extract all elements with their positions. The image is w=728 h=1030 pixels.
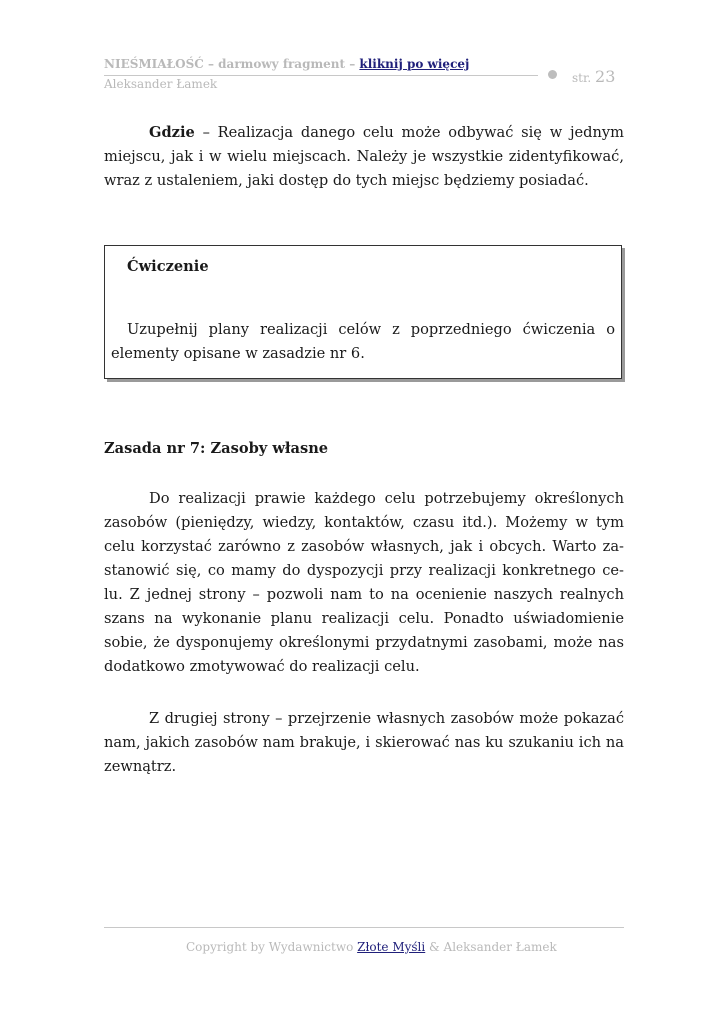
- page-number-value: 23: [595, 67, 616, 86]
- gdzie-paragraph: [104, 121, 624, 193]
- paragraph-text: Z drugiej strony – przejrzenie własnych zasobów może pokazać nam, jakich zasobów nam brakuje, i skierować nas ku szukaniu ich na zewnątrz.: [104, 710, 624, 775]
- body-paragraph-2: [104, 707, 624, 779]
- exercise-body: [111, 318, 615, 366]
- page-label: str.: [572, 71, 596, 85]
- header-divider: [104, 75, 538, 76]
- page-number: [572, 67, 615, 86]
- section-heading: Zasada nr 7: Zasoby własne: [104, 440, 329, 457]
- paragraph-text: Do realizacji prawie każdego celu potrzebujemy określonych zasobów (pieniędzy, wiedzy, kontaktów, czasu itd.). Możemy w tym celu korzystać zarówno z zasobów własnych, jak i obcych. Warto za-stanowić się, co mamy do dyspozycji przy realizacji konkretnego ce-lu. Z jednej strony – pozwoli nam to na ocenienie naszych realnych szans na wykonanie planu realizacji celu. Ponadto uświadomienie sobie, że dysponujemy określonymi przydatnymi zasobami, może nas dodatkowo zmotywować do realizacji celu.: [104, 490, 624, 675]
- body-paragraph-1: [104, 487, 624, 679]
- header-title: [104, 57, 469, 71]
- more-link[interactable]: kliknij po więcej: [359, 57, 470, 71]
- header-title-text: NIEŚMIAŁOŚĆ – darmowy fragment –: [104, 57, 360, 71]
- exercise-text: Uzupełnij plany realizacji celów z poprzedniego ćwiczenia o elementy opisane w zasadzie nr 6.: [111, 321, 615, 362]
- footer: [186, 940, 557, 954]
- footer-divider: [104, 927, 624, 928]
- bullet-icon: [548, 70, 557, 79]
- footer-suffix: & Aleksander Łamek: [425, 940, 557, 954]
- gdzie-text: – Realizacja danego celu może odbywać się w jednym miejscu, jak i w wielu miejscach. Należy je wszystkie zidentyfikować, wraz z ustaleniem, jaki dostęp do tych miejsc będziemy posiadać.: [104, 124, 624, 189]
- exercise-box: [104, 245, 622, 379]
- exercise-title: Ćwiczenie: [127, 258, 209, 275]
- gdzie-term: Gdzie: [149, 124, 195, 141]
- footer-prefix: Copyright by Wydawnictwo: [186, 940, 358, 954]
- publisher-link[interactable]: Złote Myśli: [357, 940, 426, 954]
- header-author: Aleksander Łamek: [104, 77, 218, 91]
